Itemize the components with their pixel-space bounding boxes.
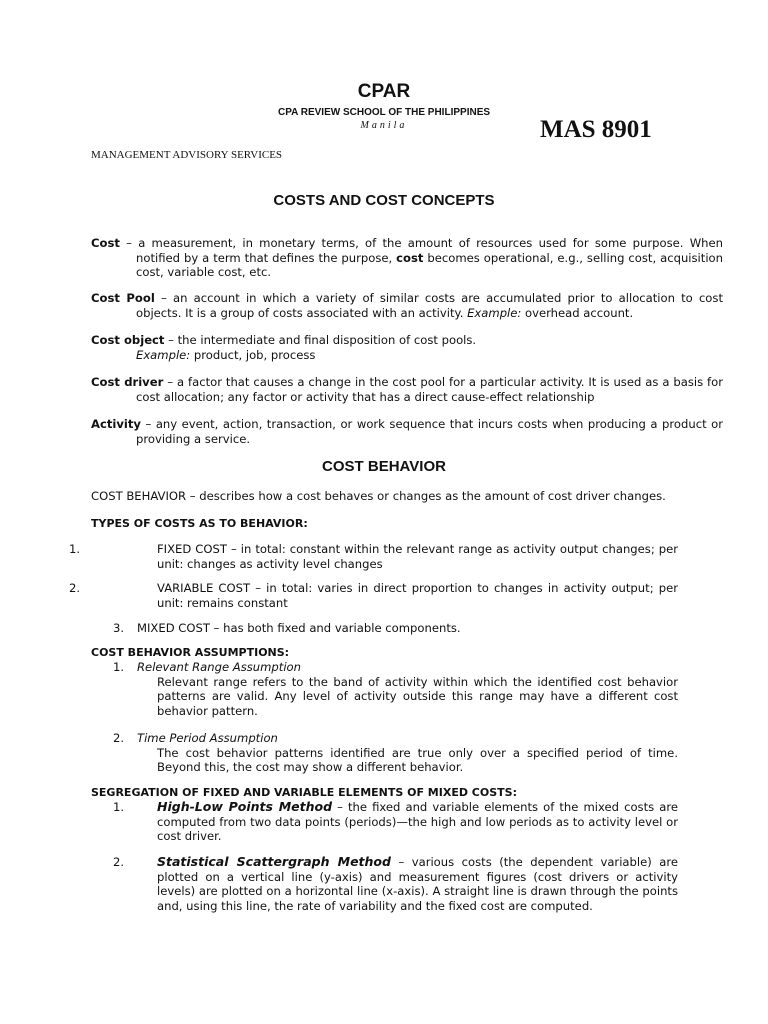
types-heading: TYPES OF COSTS AS TO BEHAVIOR: — [91, 517, 308, 530]
school-name: CPA REVIEW SCHOOL OF THE PHILIPPINES — [277, 107, 491, 118]
term-cost-driver: Cost driver — [91, 375, 164, 389]
definition-cost: Cost – a measurement, in monetary terms, of the amount of resources used for some purpose. When notified by a term that defines the purpose, cost becomes operational, e.g., selling cost, acquisition cost, variable cost, etc. — [91, 236, 723, 279]
assumptions-heading: COST BEHAVIOR ASSUMPTIONS: — [91, 646, 290, 659]
course-code: MAS 8901 — [540, 116, 652, 143]
term-cost-object: Cost object — [91, 333, 165, 347]
segregation-heading: SEGREGATION OF FIXED AND VARIABLE ELEMENTS OF MIXED COSTS: — [91, 786, 517, 799]
assumption-time-period: 2. Time Period Assumption The cost behavior patterns identified are true only over a specified period of time. Beyond this, the cost may show a different behavior. — [113, 731, 678, 774]
type-mixed-cost: 3. MIXED COST – has both fixed and variable components. — [113, 621, 461, 635]
method-scattergraph: 2. Statistical Scattergraph Method – various costs (the dependent variable) are plotted on a vertical line (y-axis) and measurement figures (cost drivers or activity levels) are plotted on a horizontal line (x-axis). A straight line is drawn through the points and, using this line, the rate of variability and the fixed cost are computed. — [113, 854, 678, 913]
term-activity: Activity — [91, 417, 141, 431]
definition-activity: Activity – any event, action, transaction, or work sequence that incurs costs when producing a product or providing a service. — [91, 417, 723, 446]
department-name: MANAGEMENT ADVISORY SERVICES — [91, 149, 283, 161]
term-cost: Cost — [91, 236, 120, 250]
cost-behavior-definition: COST BEHAVIOR – describes how a cost behaves or changes as the amount of cost driver changes. — [91, 489, 666, 503]
city-name: Manila — [360, 120, 408, 131]
org-title: CPAR — [357, 81, 411, 102]
cost-behavior-heading: COST BEHAVIOR — [322, 458, 446, 475]
definition-cost-driver: Cost driver – a factor that causes a change in the cost pool for a particular activity. It is used as a basis for cost allocation; any factor or activity that has a direct cause-effect relationship — [91, 375, 723, 404]
definition-cost-pool: Cost Pool – an account in which a variety of similar costs are accumulated prior to allocation to cost objects. It is a group of costs associated with an activity. Example: overhead account. — [91, 291, 723, 320]
term-cost-pool: Cost Pool — [91, 291, 155, 305]
method-high-low: 1. High-Low Points Method – the fixed and variable elements of the mixed costs are computed from two data points (periods)—the high and low periods as to activity level or cost driver. — [113, 799, 678, 843]
type-fixed-cost: 1. FIXED COST – in total: constant within the relevant range as activity output changes; per unit: changes as activity level changes — [69, 542, 678, 571]
page-title: COSTS AND COST CONCEPTS — [273, 192, 495, 209]
assumption-relevant-range: 1. Relevant Range Assumption Relevant range refers to the band of activity within which the identified cost behavior patterns are valid. Any level of activity outside this range may have a different cost behavior pattern. — [113, 660, 678, 718]
type-variable-cost: 2. VARIABLE COST – in total: varies in direct proportion to changes in activity output; per unit: remains constant — [69, 581, 678, 610]
definition-cost-object: Cost object – the intermediate and final disposition of cost pools. Example: product, job, process — [91, 333, 477, 362]
